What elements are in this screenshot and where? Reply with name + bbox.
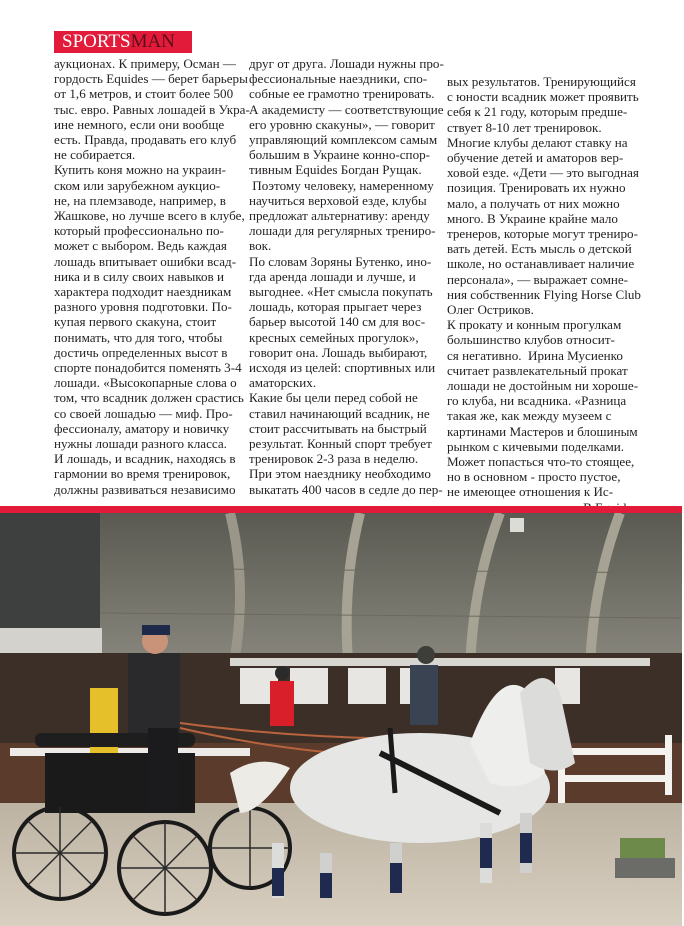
article-line: рынком с кичевыми поделками. bbox=[447, 438, 625, 454]
article-line: Жашкове, но лучше всего в клубе, bbox=[54, 208, 245, 224]
article-line: тыс. евро. Равных лошадей в Укра- bbox=[54, 101, 250, 117]
photo-accent-bar bbox=[0, 506, 682, 513]
article-line: Купить коня можно на украин- bbox=[54, 162, 226, 178]
article-line: тивным Equides Богдан Рущак. bbox=[249, 162, 422, 178]
article-line: есть. Правда, продавать его клуб bbox=[54, 132, 237, 148]
article-line: К прокату и конным прогулкам bbox=[447, 317, 622, 333]
article-line: гармонии во время тренировок, bbox=[54, 466, 231, 482]
article-line: А академисту — соответствующие bbox=[249, 101, 444, 117]
article-line: разного уровня подготовки. По- bbox=[54, 299, 232, 315]
article-line: ника и в силу своих навыков и bbox=[54, 268, 224, 284]
logo-part-sports: SPORTS bbox=[62, 31, 131, 52]
camera-fixture bbox=[510, 518, 524, 532]
article-line: собные ее грамотно тренировать. bbox=[249, 86, 435, 102]
article-line: выгоднее. «Нет смысла покупать bbox=[249, 284, 433, 300]
article-line: лошади не достойным ни хороше- bbox=[447, 378, 639, 394]
article-line: персонала», — выражает сомне- bbox=[447, 271, 629, 287]
article-line: Олег Остриков. bbox=[447, 302, 534, 318]
article-line: Поэтому человеку, намеренному bbox=[249, 177, 434, 193]
article-line: выкатать 400 часов в седле до пер- bbox=[249, 481, 443, 497]
article-line: ния собственник Flying Horse Club bbox=[447, 286, 641, 302]
article-line: позиция. Тренировать их нужно bbox=[447, 180, 626, 196]
article-line: его уровню скакуны», — говорит bbox=[249, 116, 435, 132]
article-line: тренировок 2-3 раза в неделю. bbox=[249, 451, 419, 467]
article-line: аукционах. К примеру, Осман — bbox=[54, 56, 237, 71]
article-line: достичь определенных высот в bbox=[54, 344, 228, 360]
article-line: управляющий комплексом самым bbox=[249, 132, 438, 148]
article-line: Какие бы цели перед собой не bbox=[249, 390, 418, 406]
article-line: может с выбором. Ведь каждая bbox=[54, 238, 227, 254]
article-line: характера подходит наездникам bbox=[54, 284, 232, 300]
article-line: школе, но останавливает наличие bbox=[447, 256, 635, 272]
article-line: говорит она. Лошадь выбирают, bbox=[249, 344, 428, 360]
article-line: ся негативно. Ирина Мусиенко bbox=[447, 347, 623, 363]
logo-part-man: MAN bbox=[130, 31, 175, 52]
article-line: том, что всадник должен срастись bbox=[54, 390, 244, 406]
article-line: ховой езде. «Дети — это выгодная bbox=[447, 165, 639, 181]
article-line: с юности всадник может проявить bbox=[447, 89, 639, 105]
article-line: друг от друга. Лошади нужны про- bbox=[249, 56, 444, 71]
article-line: не собирается. bbox=[54, 147, 136, 163]
article-line: Многие клубы делают ставку на bbox=[447, 134, 628, 150]
article-line: со своей лошадью — миф. Про- bbox=[54, 405, 233, 421]
article-line: го клуба, ни всадника. «Разница bbox=[447, 393, 627, 409]
article-line: исходя из целей: спортивных или bbox=[249, 360, 436, 376]
article-line: лошади. «Высокопарные слова о bbox=[54, 375, 237, 391]
article-line: спорте понадобится поменять 3-4 bbox=[54, 360, 242, 376]
article-line: считает развлекательный прокат bbox=[447, 362, 628, 378]
article-line: понимать, что для того, чтобы bbox=[54, 329, 223, 345]
article-line: не, на племзаводе, например, в bbox=[54, 192, 226, 208]
article-line: от 1,6 метров, и стоит более 500 bbox=[54, 86, 234, 102]
article-line: много. В Украине крайне мало bbox=[447, 210, 618, 226]
article-line: нужны лошади разного класса. bbox=[54, 436, 227, 452]
article-line: но в основном - просто пустое, bbox=[447, 469, 621, 485]
article-line: фессионалу, аматору и новичку bbox=[54, 420, 230, 436]
article-line: картинами Мастеров и блошиным bbox=[447, 423, 638, 439]
article-line: При этом наезднику необходимо bbox=[249, 466, 431, 482]
article-line: результат. Конный спорт требует bbox=[249, 436, 432, 452]
article-line: гда аренда лошади и лучше, и bbox=[249, 268, 416, 284]
article-line: который профессионально по- bbox=[54, 223, 224, 239]
article-column-1 bbox=[54, 56, 250, 497]
article-line: барьер высотой 140 см для вос- bbox=[249, 314, 426, 330]
article-line: не имеющее отношения к Ис- bbox=[447, 484, 614, 500]
article-line: большим в Украине конно-спор- bbox=[249, 147, 431, 163]
article-line: тренеров, которые могут трениро- bbox=[447, 226, 638, 242]
article-line: И лошадь, и всадник, находясь в bbox=[54, 451, 236, 467]
article-line: должны развиваться независимо bbox=[54, 481, 236, 497]
article-column-2 bbox=[249, 56, 444, 497]
article-line: такая же, как между музеем с bbox=[447, 408, 612, 424]
article-line: вых результатов. Тренирующийся bbox=[447, 74, 636, 89]
article-line: себя к 21 году, которым предше- bbox=[447, 104, 628, 120]
article-line: вать детей. Есть мысль о детской bbox=[447, 241, 632, 257]
carriage-driving-photo bbox=[0, 513, 682, 926]
article-line: ине немного, если они вообще bbox=[54, 116, 225, 132]
article-line: лошадь, которая прыгает через bbox=[249, 299, 422, 315]
article-line: фессиональные наездники, спо- bbox=[249, 71, 428, 87]
article-line: лошадь впитывает ошибки всад- bbox=[54, 253, 237, 269]
article-line: обучение детей и аматоров вер- bbox=[447, 150, 624, 166]
article-line: ствует 8-10 лет тренировок. bbox=[447, 119, 602, 135]
article-line: большинство клубов относит- bbox=[447, 332, 615, 348]
article-line: научиться верховой езде, клубы bbox=[249, 192, 427, 208]
article-line: предложат альтернативу: аренду bbox=[249, 208, 430, 224]
article-line: мало, а получать от них можно bbox=[447, 195, 620, 211]
article-line: лошади для регулярных трениро- bbox=[249, 223, 436, 239]
article-line: стоит рассчитывать на быстрый bbox=[249, 420, 427, 436]
magazine-logo bbox=[54, 31, 192, 53]
article-line: аматорских. bbox=[249, 375, 317, 391]
article-column-3 bbox=[447, 74, 641, 515]
article-line: ставил начинающий всадник, не bbox=[249, 405, 430, 421]
article-line: вок. bbox=[249, 238, 272, 254]
article-line: ском или зарубежном аукцио- bbox=[54, 177, 221, 193]
article-line: По словам Зоряны Бутенко, ино- bbox=[249, 253, 432, 269]
article-line: гордость Equides — берет барьеры bbox=[54, 71, 248, 87]
article-line: купая первого скакуна, стоит bbox=[54, 314, 217, 330]
article-line: Может попасться что-то стоящее, bbox=[447, 454, 635, 470]
article-line: кресных семейных прогулок», bbox=[249, 329, 419, 345]
